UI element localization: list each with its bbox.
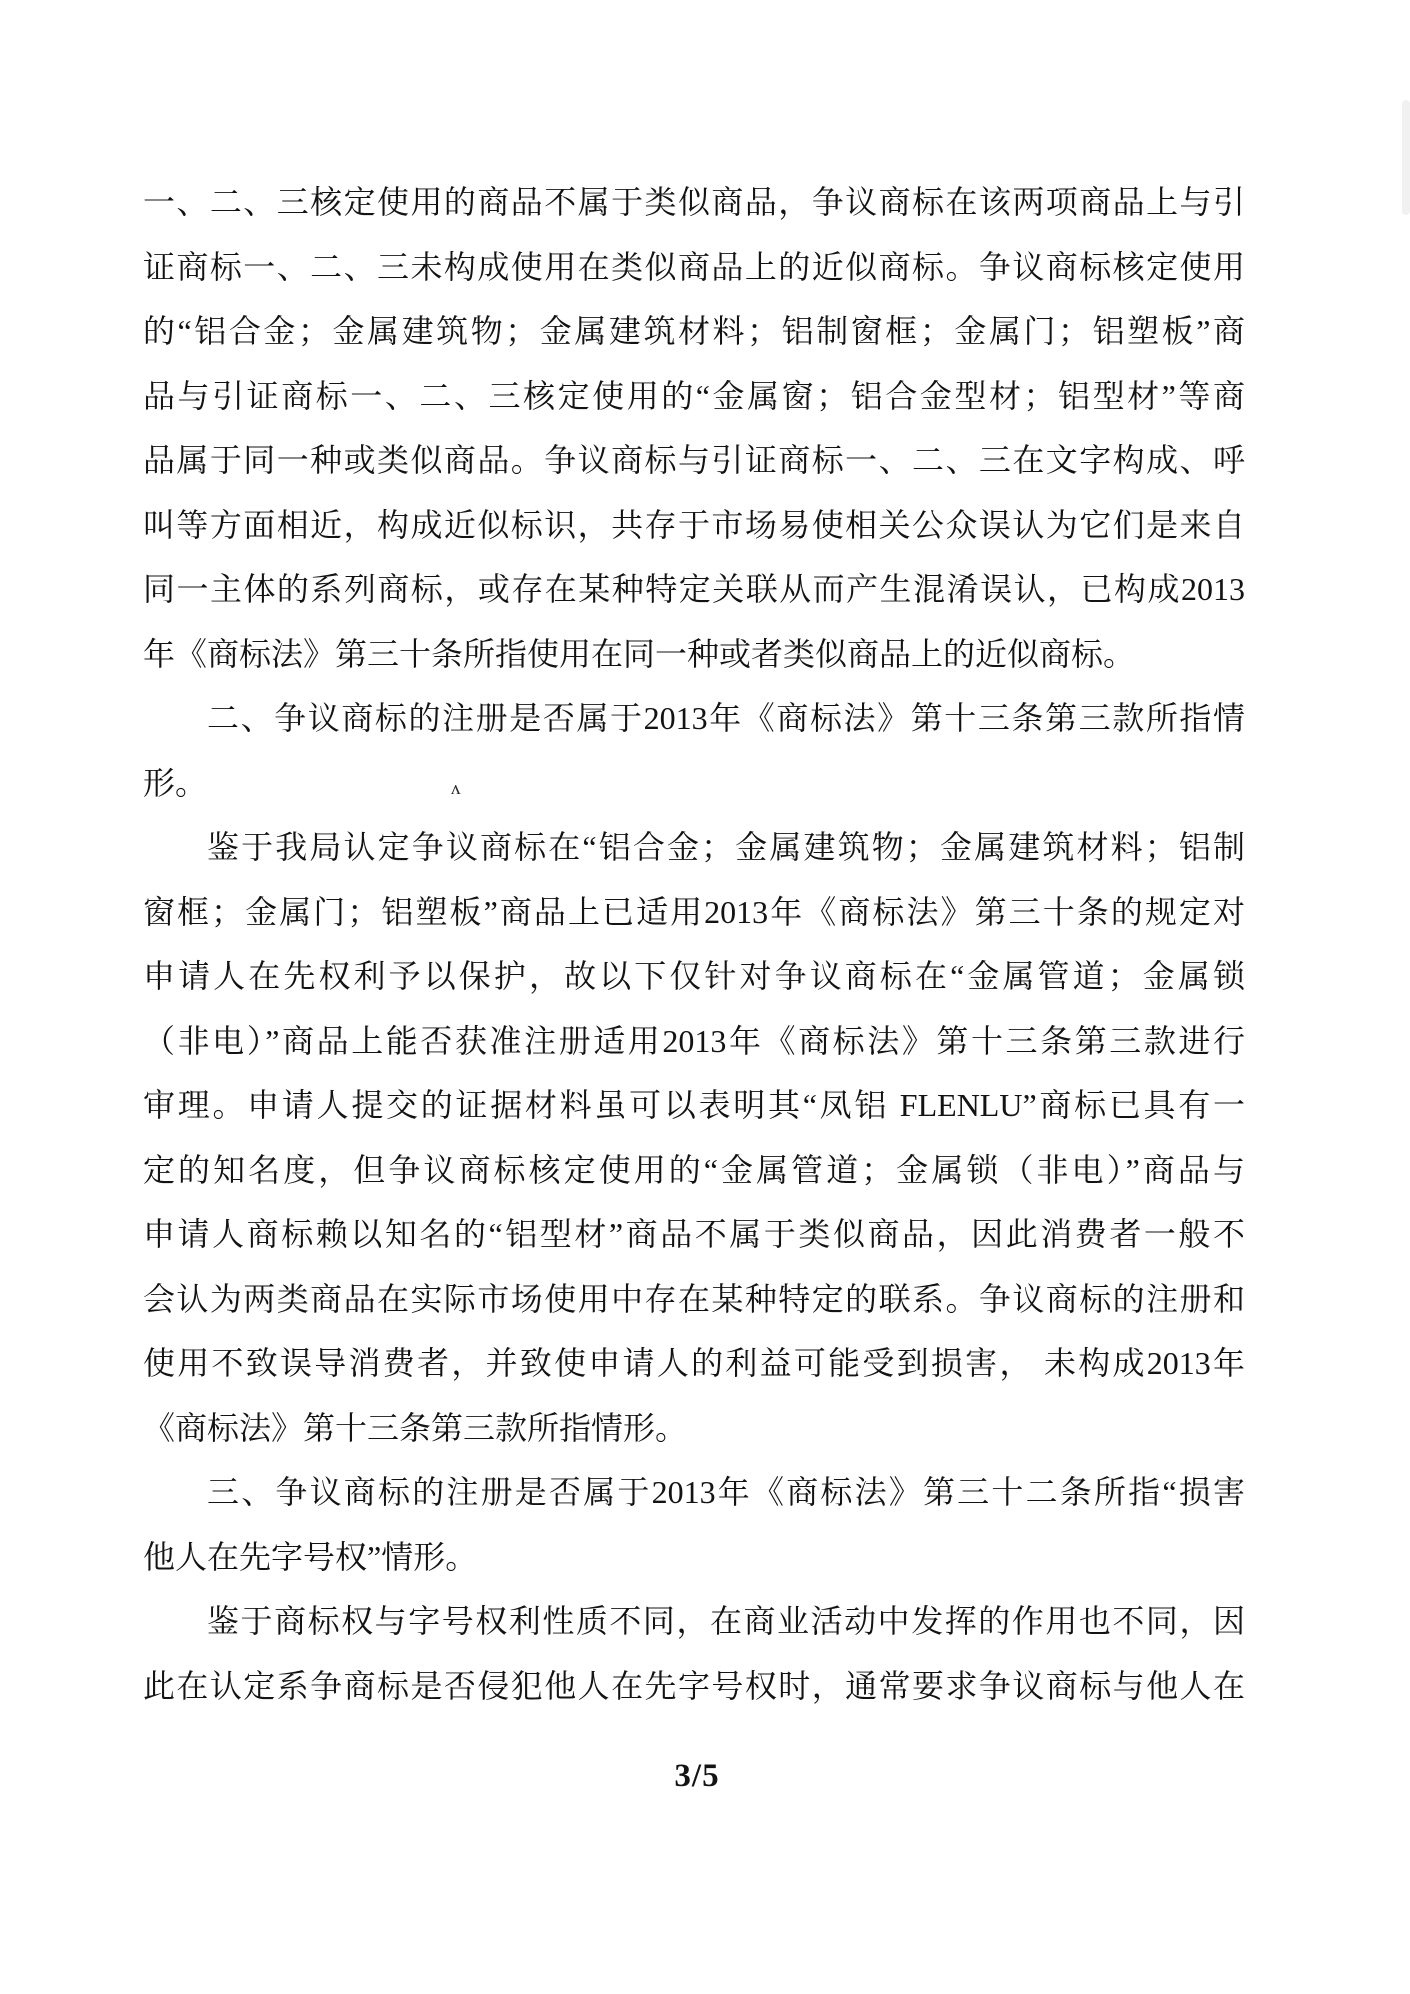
text-line: 鉴于商标权与字号权利性质不同，在商业活动中发挥的作用也不同，因: [207, 1603, 1245, 1639]
text-line: 使用不致误导消费者，并致使申请人的利益可能受到损害， 未构成2013年: [143, 1345, 1245, 1381]
text-line: 审理。申请人提交的证据材料虽可以表明其“凤铝 FLENLU”商标已具有一: [143, 1087, 1245, 1123]
text-line: 会认为两类商品在实际市场使用中存在某种特定的联系。争议商标的注册和: [143, 1280, 1245, 1317]
text-line: 的“铝合金；金属建筑物；金属建筑材料；铝制窗框；金属门；铝塑板”商: [143, 313, 1245, 349]
text-line: 窗框；金属门；铝塑板”商品上已适用2013年《商标法》第三十条的规定对: [143, 893, 1245, 930]
scan-edge-artifact: [1402, 100, 1410, 215]
text-line: 《商标法》第十三条第三款所指情形。: [143, 1409, 688, 1446]
text-line: 三、争议商标的注册是否属于2013年《商标法》第三十二条所指“损害: [207, 1474, 1245, 1510]
text-line: 定的知名度，但争议商标核定使用的“金属管道；金属锁（非电）”商品与: [143, 1151, 1245, 1188]
text-line: 年《商标法》第三十条所指使用在同一种或者类似商品上的近似商标。: [143, 635, 1136, 672]
text-line: 同一主体的系列商标，或存在某种特定关联从而产生混淆误认，已构成2013: [143, 571, 1245, 607]
text-line: 品属于同一种或类似商品。争议商标与引证商标一、二、三在文字构成、呼: [143, 442, 1245, 478]
text-line: 一、二、三核定使用的商品不属于类似商品，争议商标在该两项商品上与引: [143, 184, 1245, 220]
text-line: 鉴于我局认定争议商标在“铝合金；金属建筑物；金属建筑材料；铝制: [207, 829, 1245, 865]
text-line: 此在认定系争商标是否侵犯他人在先字号权时，通常要求争议商标与他人在: [143, 1667, 1245, 1704]
text-line: 申请人在先权利予以保护，故以下仅针对争议商标在“金属管道；金属锁: [143, 958, 1245, 994]
text-line: （非电）”商品上能否获准注册适用2013年《商标法》第十三条第三款进行: [143, 1022, 1245, 1059]
text-line: 品与引证商标一、二、三核定使用的“金属窗；铝合金型材；铝型材”等商: [143, 377, 1245, 414]
text-line: 二、争议商标的注册是否属于2013年《商标法》第十三条第三款所指情: [207, 700, 1245, 736]
text-line: 形。: [143, 764, 208, 801]
text-line: 证商标一、二、三未构成使用在类似商品上的近似商标。争议商标核定使用: [143, 248, 1245, 285]
page-number: 3/5: [674, 1758, 720, 1794]
text-line: 申请人商标赖以知名的“铝型材”商品不属于类似商品，因此消费者一般不: [143, 1216, 1245, 1252]
document-body: [143, 170, 1245, 1718]
text-line: 叫等方面相近，构成近似标识，共存于市场易使相关公众误认为它们是来自: [143, 506, 1245, 543]
text-line: 他人在先字号权”情形。: [143, 1538, 478, 1575]
scan-artifact-mark: ʌ: [451, 778, 461, 799]
